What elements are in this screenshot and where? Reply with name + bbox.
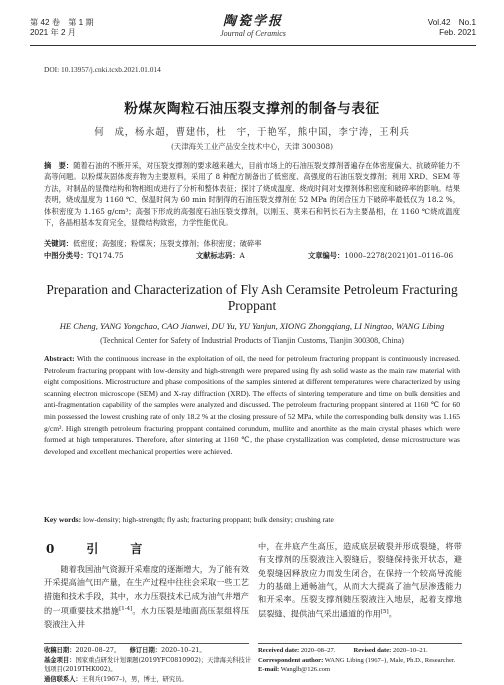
- abstract-en-label: Abstract:: [44, 354, 75, 363]
- received-label-en: Received date:: [258, 647, 300, 654]
- keywords-zh-text: 低密度；高强度；粉煤灰；压裂支撑剂；体积密度；破碎率: [73, 239, 262, 248]
- header-right: [428, 18, 476, 38]
- abstract-zh-label: 摘 要：: [44, 161, 74, 170]
- footnote-zh: [44, 646, 252, 684]
- revised-value-zh: 2020–10–21。: [161, 647, 206, 654]
- title-zh: 粉煤灰陶粒石油压裂支撑剂的制备与表征: [124, 101, 380, 117]
- volume-zh: 第 42 卷 第 1 期: [30, 18, 94, 27]
- article-number: [308, 251, 453, 261]
- clc-label: 中图分类号：: [44, 251, 88, 260]
- intro-right-text: 中，在井底产生高压，造成底层破裂并形成裂缝，将带有支撑剂的压裂液注入裂缝后，裂缝保持张开状态，避免裂缝因释放应力而发生闭合，在保持一个较高导流能力的基础上通畅油气，从而大大提高了油气层渗透能力和开采率。压裂支撑剂随压裂液注入地层，起着支撑地层裂缝、提供油气采出通道的作用: [258, 541, 462, 620]
- received-label-zh: 收稿日期：: [44, 647, 76, 654]
- keywords-en-text: low-density; high-strength; fly ash; fracturing proppant; bulk density; crushing rate: [81, 515, 334, 524]
- header-left: [30, 18, 94, 38]
- affiliation-en: (Technical Center for Safety of Industrial Products of Tianjin Customs, Tianjin 300308, China): [100, 336, 404, 345]
- volume-en: Vol.42 No.1: [427, 18, 476, 27]
- title-en: Preparation and Characterization of Fly Ash Ceramsite Petroleum Fracturing Proppant: [46, 282, 458, 313]
- abstract-en: [44, 353, 460, 457]
- header-rule: [30, 45, 476, 46]
- journal-masthead: [220, 14, 286, 39]
- abstract-zh-text: 随着石油的不断开采，对压裂支撑剂的要求越来越大，目前市场上的石油压裂支撑剂普遍存在体密度偏大、抗破碎能力不高等问题。以粉煤灰固体废弃物为主要原料，采用了 8 种配方制备出了低密度、高强度的石油压裂支撑剂；利用 XRD、SEM 等方法，对制品的显微结构和物相组成进行了分析和整体表征；探讨了烧成温度、烧成时间对支撑剂体积密度和破碎率的影响。结果表明，烧成温度为 1160 ℃、保温时间为 60 min 时制得的石油压裂支撑剂在 52 MPa 的闭合压力下破碎率最低仅为 18.2 %，体积密度为 1.165 g/cm³；高强下形成的高强度石油压裂支撑剂，以刚玉、莫来石和钙长石为主要晶相，在 1160 ℃烧成温度下，各晶相基本发育完全，显微结构致密，力学性能优良。: [44, 161, 460, 228]
- citation-5[interactable]: [5]: [380, 609, 389, 616]
- intro-left-tail: 。水力压裂是地面高压泵组将压裂液注入井: [44, 605, 249, 629]
- citation-1-4[interactable]: [1-4]: [119, 605, 133, 612]
- clc-number: [44, 251, 124, 261]
- intro-right-tail: 。: [388, 609, 397, 620]
- body-column-right: [258, 540, 462, 622]
- abstract-en-text: With the continuous increase in the exploitation of oil, the need for petroleum fracturing proppant is continuously increased. Petroleum fracturing proppant with low-density and high-strength were prepared using fly ash solid waste as the main raw material with eight compositions. Microstructure and phase compositions of the samples sintered at different temperatures were characterized by using scanning electron microscope (SEM) and X-ray diffraction (XRD). The effects of sintering temperature and time on bulk densities and anti-fragmentation capability of the samples were analyzed and discussed. The petroleum fracturing proppant sintered at 1160 ℃ for 60 min possessed the lowest crushing rate of only 18.2 % at the closing pressure of 52 MPa, while the corresponding bulk density was 1.165 g/cm³. High strength petroleum fracturing proppant contained corundum, mullite and anorthite as the main crystal phases which were formed at high temperatures. Therefore, after sintering at 1160 ℃, the phase crystallization was completed, dense microstructure was developed and excellent mechanical properties were achieved.: [44, 354, 460, 456]
- intro-left-text: 随着我国油气资源开采难度的逐渐增大，为了能有效开采提高油气田产量，在生产过程中往往会采取一些工艺措施和技术手段，其中，水力压裂技术已成为油气井增产的一项重要技术措施: [44, 564, 249, 616]
- footnote-rule-left: [44, 643, 249, 644]
- email-link[interactable]: Wanglb@126.com: [279, 666, 331, 674]
- article-label: 文章编号：: [308, 251, 345, 260]
- journal-name-en: Journal of Ceramics: [220, 29, 286, 38]
- revised-label-zh: 修订日期：: [129, 647, 162, 654]
- date-en: Feb. 2021: [439, 28, 476, 37]
- body-column-left: [44, 540, 249, 631]
- footnote-rule-right: [258, 643, 462, 644]
- email-label: E-mail:: [258, 666, 280, 674]
- received-value-en: 2020–08–27.: [299, 647, 336, 654]
- fund-value-zh: 国家重点研发计划课题(2019YFC0810902)；天津海关科技计划项目(2019THK002)。: [44, 656, 252, 674]
- running-header: [30, 14, 476, 42]
- footnote-zh-dates: [44, 646, 252, 656]
- doc-value: A: [239, 251, 245, 260]
- authors-en: HE Cheng, YANG Yongchao, CAO Jianwei, DU Yu, YU Yanjun, XIONG Zhongqiang, LI Ningtao, WANG Libing: [59, 321, 445, 331]
- clc-value: TQ174.75: [87, 251, 124, 260]
- keywords-zh: [44, 239, 460, 249]
- intro-paragraph-left: [44, 563, 249, 631]
- corr-value-zh: 王利兵(1967–)，男，博士，研究员。: [81, 675, 188, 683]
- footnote-en-correspondent: [258, 656, 468, 666]
- keywords-en-label: Key words:: [44, 515, 82, 524]
- keywords-en: [44, 515, 460, 524]
- fund-label-zh: 基金项目：: [44, 656, 76, 664]
- corr-label-en: Correspondent author:: [258, 656, 324, 664]
- corr-value-en: WANG Libing (1967–), Male, Ph.D., Researcher.: [323, 656, 456, 664]
- intro-paragraph-right: [258, 540, 462, 622]
- doc-label: 文献标志码：: [196, 251, 240, 260]
- received-value-zh: 2020–08–27。: [75, 647, 117, 654]
- footnote-en-email: [258, 665, 468, 675]
- document-code: [196, 251, 245, 261]
- revised-label-en: Revised date:: [353, 647, 392, 654]
- footnote-en-dates: [258, 646, 468, 656]
- affiliation-zh: (天津海关工业产品安全技术中心，天津 300308): [171, 142, 333, 151]
- date-zh: 2021 年 2 月: [30, 28, 76, 37]
- footnote-zh-fund: [44, 656, 252, 675]
- keywords-zh-label: 关键词：: [44, 239, 74, 248]
- authors-zh: 何 成，杨永超，曹建伟，杜 宇，于艳军，熊中国，李宁涛，王利兵: [94, 127, 410, 138]
- footnote-zh-correspondent: [44, 675, 252, 685]
- section-heading-introduction: 0 引 言: [46, 542, 153, 556]
- footnote-en: [258, 646, 468, 675]
- article-value: 1000–2278(2021)01–0116–06: [344, 251, 454, 260]
- corr-label-zh: 通信联系人：: [44, 675, 82, 683]
- doi[interactable]: DOI: 10.13957/j.cnki.tcxb.2021.01.014: [44, 65, 161, 74]
- abstract-zh: [44, 160, 460, 228]
- journal-logo: 陶瓷学报: [222, 14, 283, 29]
- revised-value-en: 2020–10–21.: [391, 647, 428, 654]
